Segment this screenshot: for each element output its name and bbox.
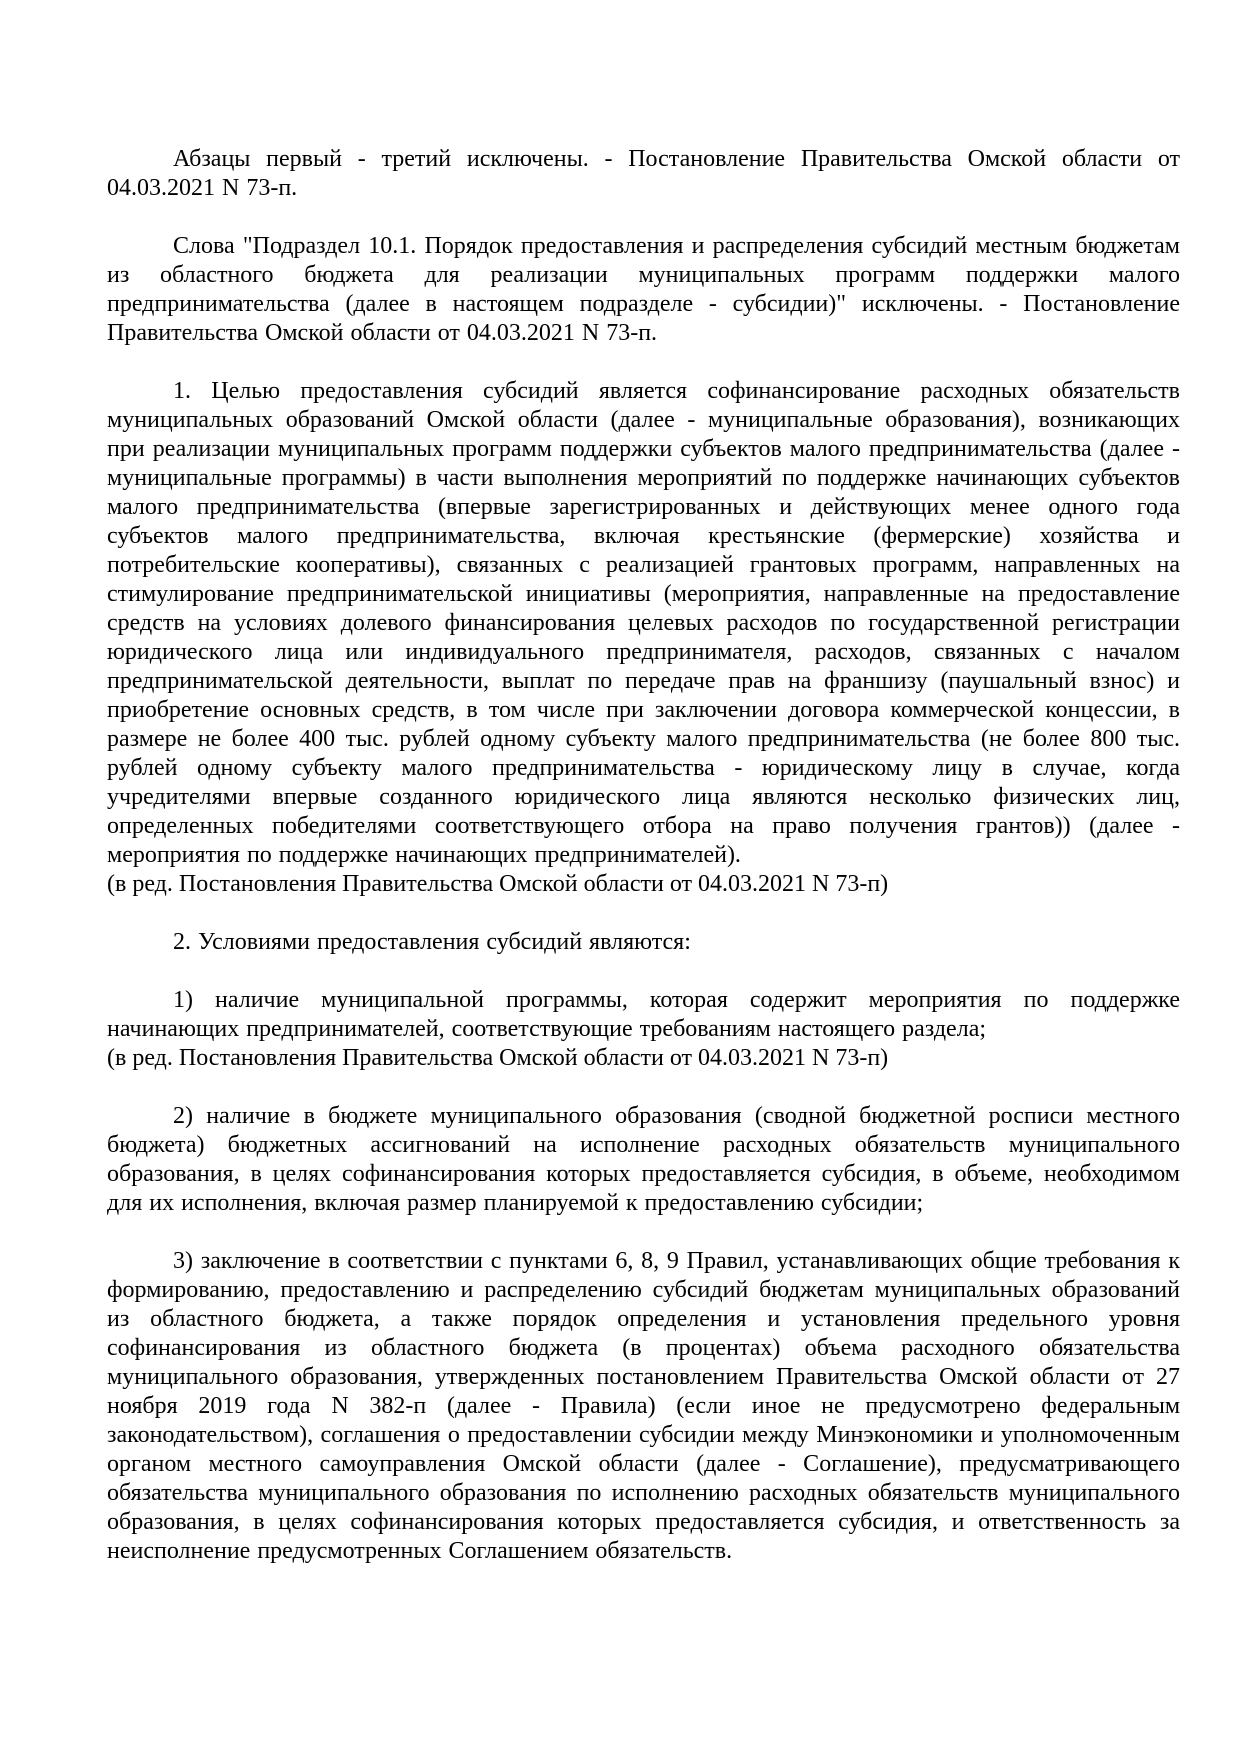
clause-2-conditions-heading: 2. Условиями предоставления субсидий являются: bbox=[173, 929, 691, 955]
condition-1-municipal-program: 1) наличие муниципальной программы, которая содержит мероприятия по поддержке начинающих предпринимателей, соответствующие требованиям настоящего раздела; bbox=[107, 987, 1180, 1042]
excluded-paragraphs-note: Абзацы первый - третий исключены. - Постановление Правительства Омской области от 04.03.2021 N 73-п. bbox=[107, 146, 1180, 201]
condition-3-agreement: 3) заключение в соответствии с пунктами 6, 8, 9 Правил, устанавливающих общие требования к формированию, предоставлению и распределению субсидий бюджетам муниципальных образований из областного бюджета, а также порядок определения и установления предельного уровня софинансирования из областного бюджета (в процентах) объема расходного обязательства муниципального образования, утвержденных постановлением Правительства Омской области от 27 ноября 2019 года N 382-п (далее - Правила) (если иное не предусмотрено федеральным законодательством), соглашения о предоставлении субсидии между Минэкономики и уполномоченным органом местного самоуправления Омской области (далее - Соглашение), предусматривающего обязательства муниципального образования по исполнению расходных обязательств муниципального образования, в целях софинансирования которых предоставляется субсидия, и ответственность за неисполнение предусмотренных Соглашением обязательств. bbox=[107, 1248, 1180, 1564]
amendment-note: (в ред. Постановления Правительства Омской области от 04.03.2021 N 73-п) bbox=[107, 871, 889, 897]
amendment-note: (в ред. Постановления Правительства Омской области от 04.03.2021 N 73-п) bbox=[107, 1045, 889, 1071]
clause-1-subsidy-purpose: 1. Целью предоставления субсидий является софинансирование расходных обязательств муниципальных образований Омской области (далее - муниципальные образования), возникающих при реализации муниципальных программ поддержки субъектов малого предпринимательства (далее - муниципальные программы) в части выполнения мероприятий по поддержке начинающих субъектов малого предпринимательства (впервые зарегистрированных и действующих менее одного года субъектов малого предпринимательства, включая крестьянские (фермерские) хозяйства и потребительские кооперативы), связанных с реализацией грантовых программ, направленных на стимулирование предпринимательской инициативы (мероприятия, направленные на предоставление средств на условиях долевого финансирования целевых расходов по государственной регистрации юридического лица или индивидуального предпринимателя, расходов, связанных с началом предпринимательской деятельности, выплат по передаче прав на франшизу (паушальный взнос) и приобретение основных средств, в том числе при заключении договора коммерческой концессии, в размере не более 400 тыс. рублей одному субъекту малого предпринимательства (не более 800 тыс. рублей одному субъекту малого предпринимательства - юридическому лицу в случае, когда учредителями впервые созданного юридического лица являются несколько физических лиц, определенных победителями соответствующего отбора на право получения грантов)) (далее - мероприятия по поддержке начинающих предпринимателей). bbox=[107, 378, 1180, 868]
condition-2-budget-allocations: 2) наличие в бюджете муниципального образования (сводной бюджетной росписи местного бюджета) бюджетных ассигнований на исполнение расходных обязательств муниципального образования, в целях софинансирования которых предоставляется субсидия, в объеме, необходимом для их исполнения, включая размер планируемой к предоставлению субсидии; bbox=[107, 1103, 1180, 1216]
excluded-words-note: Слова "Подраздел 10.1. Порядок предоставления и распределения субсидий местным бюджетам из областного бюджета для реализации муниципальных программ поддержки малого предпринимательства (далее в настоящем подразделе - субсидии)" исключены. - Постановление Правительства Омской области от 04.03.2021 N 73-п. bbox=[107, 233, 1180, 346]
